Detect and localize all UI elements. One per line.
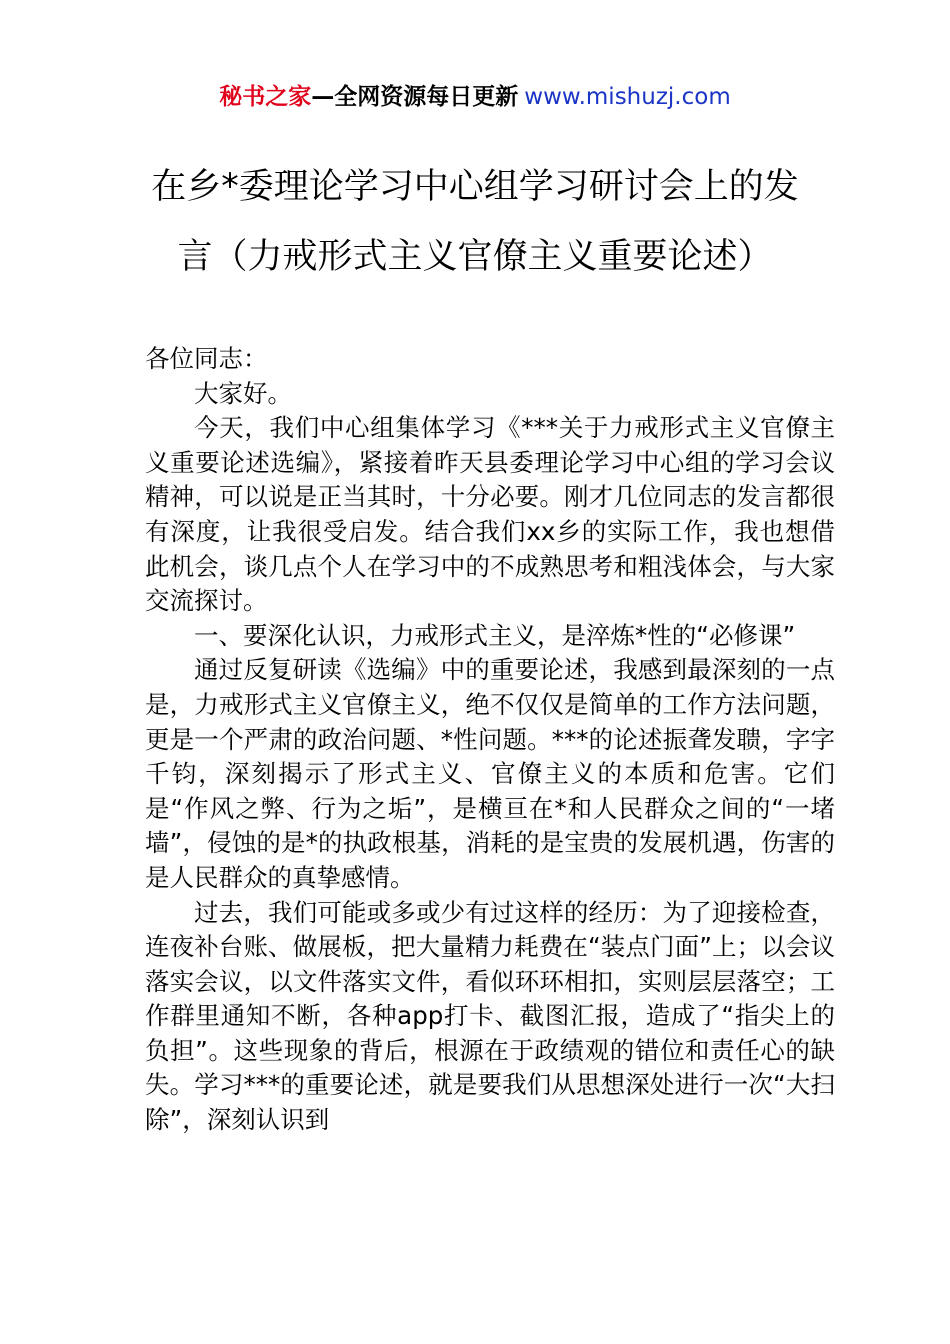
brand-name: 秘书之家 — [219, 84, 312, 110]
section-heading-1: 一、要深化认识，力戒形式主义，是淬炼*性的“必修课” — [194, 620, 796, 650]
paragraph-3: 过去，我们可能或多或少有过这样的经历：为了迎接检查，连夜补台账、做展板，把大量精力耗费在“装点门面”上；以会议落实会议，以文件落实文件，看似环环相扣，实则层层落空；工作群里通知不断，各种app打卡、截图汇报，造成了“指尖上的负担”。这些现象的背后，根源在于政绩观的错位和责任心的缺失。学习***的重要论述，就是要我们从思想深处进行一次“大扫除”，深刻认识到 — [145, 897, 835, 1135]
header-tagline: —全网资源每日更新 — [311, 84, 519, 110]
title-line-2: 言（力戒形式主义官僚主义重要论述） — [177, 237, 773, 277]
document-body — [145, 342, 835, 1138]
greeting: 大家好。 — [194, 378, 292, 408]
title-line-1: 在乡*委理论学习中心组学习研讨会上的发 — [151, 167, 799, 207]
site-header — [0, 80, 950, 114]
document-title — [80, 152, 870, 292]
salutation: 各位同志： — [145, 344, 268, 373]
paragraph-intro: 今天，我们中心组集体学习《***关于力戒形式主义官僚主义重要论述选编》，紧接着昨天县委理论学习中心组的学习会议精神，可以说是正当其时，十分必要。刚才几位同志的发言都很有深度，让我很受启发。结合我们xx乡的实际工作，我也想借此机会，谈几点个人在学习中的不成熟思考和粗浅体会，与大家交流探讨。 — [145, 413, 835, 616]
paragraph-2: 通过反复研读《选编》中的重要论述，我感到最深刻的一点是，力戒形式主义官僚主义，绝不仅仅是简单的工作方法问题，更是一个严肃的政治问题、*性问题。***的论述振聋发聩，字字千钧，深刻揭示了形式主义、官僚主义的本质和危害。它们是“作风之弊、行为之垢”，是横亘在*和人民群众之间的“一堵墙”，侵蚀的是*的执政根基，消耗的是宝贵的发展机遇，伤害的是人民群众的真挚感情。 — [145, 655, 835, 892]
site-url-link[interactable]: www.mishuzj.com — [524, 84, 731, 110]
